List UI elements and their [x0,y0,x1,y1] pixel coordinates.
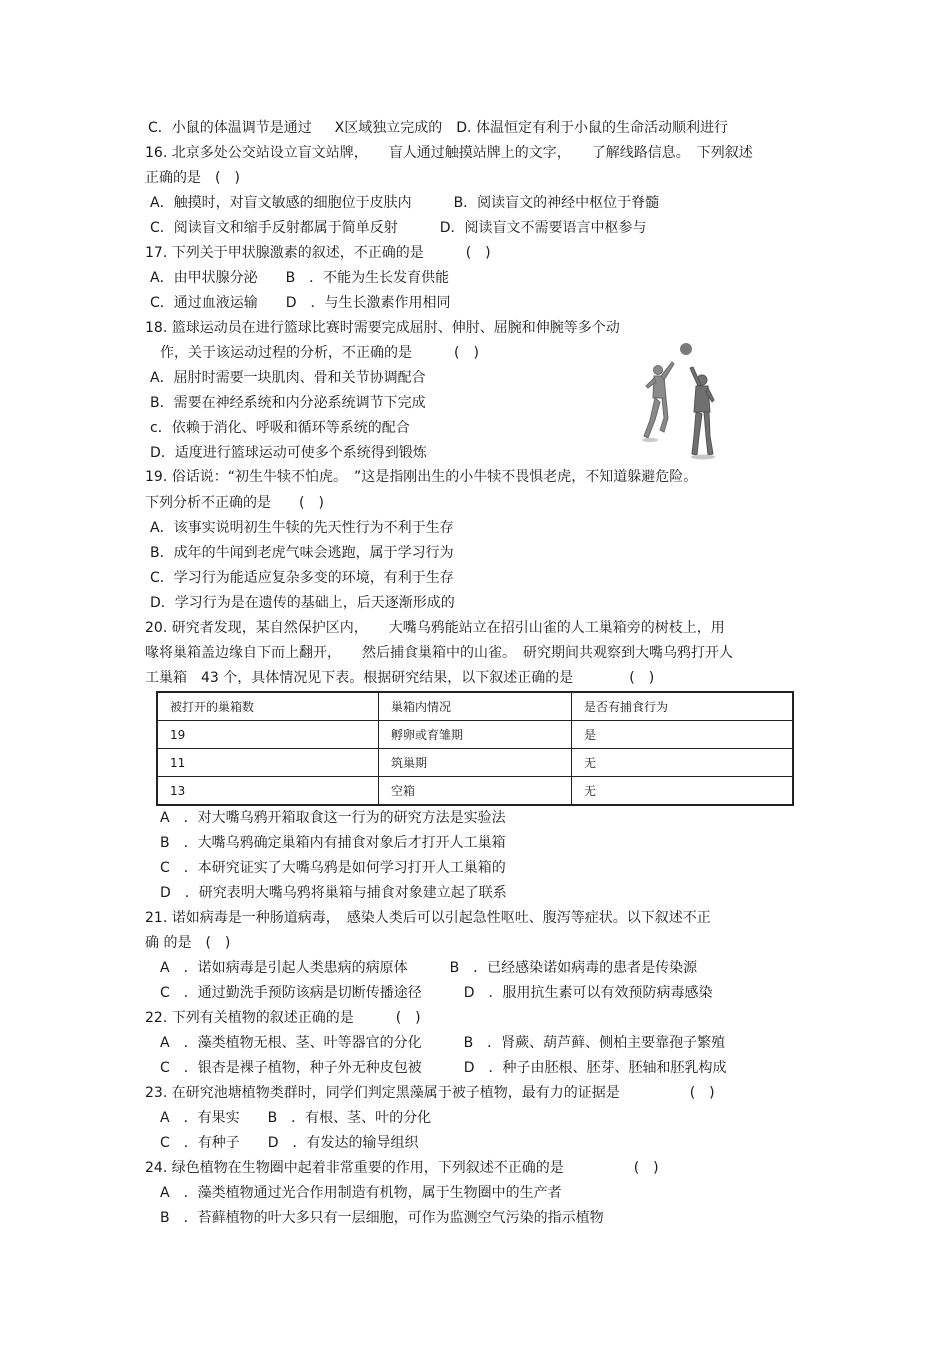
table-header: 被打开的巢箱数 [157,692,378,721]
text-line: 喙将巢箱盖边缘自下而上翻开， 然后捕食巢箱中的山雀。 研究期间共观察到大嘴乌鸦打开人 [145,645,733,661]
table-cell: 筑巢期 [378,749,571,777]
option-line: C．通过血液运输 D ．与生长激素作用相同 [150,295,451,311]
table-cell: 是 [572,721,793,749]
option-line: C ．银杏是裸子植物，种子外无种皮包被 D ．种子由胚根、胚芽、胚轴和胚乳构成 [160,1060,727,1076]
basketball-players-image [628,340,723,462]
question-19: 19. 俗话说：“初生牛犊不怕虎。 ”这是指刚出生的小牛犊不畏惧老虎，不知道躲避危险。 [145,469,698,485]
text-line: 正确的是 ( ) [145,170,240,186]
option-line: A．该事实说明初生牛犊的先天性行为不利于生存 [150,520,454,536]
text-line: 工巢箱 43 个，具体情况见下表。根据研究结果，以下叙述正确的是 ( ) [145,670,655,686]
basketball-icon [680,343,692,355]
option-line: C．阅读盲文和缩手反射都属于简单反射 D．阅读盲文不需要语言中枢参与 [150,220,647,236]
option-line: D ．研究表明大嘴乌鸦将巢箱与捕食对象建立起了联系 [160,885,507,901]
option-line: A．屈肘时需要一块肌肉、骨和关节协调配合 [150,370,426,386]
text-line: 确 的是 ( ) [145,935,231,951]
question-21: 21. 诺如病毒是一种肠道病毒， 感染人类后可以引起急性呕吐、腹泻等症状。以下叙述不正 [145,910,711,926]
table-row [157,749,793,777]
option-line: B ．苔藓植物的叶大多只有一层细胞，可作为监测空气污染的指示植物 [160,1210,604,1226]
option-line: C ．通过勤洗手预防该病是切断传播途径 D ．服用抗生素可以有效预防病毒感染 [160,985,713,1001]
question-18: 18. 篮球运动员在进行篮球比赛时需要完成屈肘、伸肘、屈腕和伸腕等多个动 [145,320,620,336]
option-line: C．学习行为能适应复杂多变的环境，有利于生存 [150,570,454,586]
table-cell: 无 [572,777,793,806]
question-20: 20. 研究者发现，某自然保护区内， 大嘴乌鸦能站立在招引山雀的人工巢箱旁的树枝上，用 [145,620,725,636]
table-row [157,777,793,806]
table-cell: 13 [157,777,378,806]
option-line: D．学习行为是在遗传的基础上，后天逐渐形成的 [150,595,455,611]
table-cell: 孵卵或育雏期 [378,721,571,749]
text-line: 作，关于该运动过程的分析，不正确的是 ( ) [160,345,479,361]
text-line: C．小鼠的体温调节是通过 X区域独立完成的 D. 体温恒定有利于小鼠的生命活动顺利进行 [148,120,728,136]
option-line: A ．有果实 B ．有根、茎、叶的分化 [160,1110,432,1126]
question-24: 24. 绿色植物在生物圈中起着非常重要的作用，下列叙述不正确的是 ( ) [145,1160,659,1176]
option-line: c．依赖于消化、呼吸和循环等系统的配合 [150,420,410,436]
option-line: D．适度进行篮球运动可使多个系统得到锻炼 [150,445,427,461]
option-line: A．由甲状腺分泌 B ．不能为生长发育供能 [150,270,450,286]
table-cell: 11 [157,749,378,777]
question-16: 16. 北京多处公交站设立盲文站牌， 盲人通过触摸站牌上的文字， 了解线路信息。 下列叙述 [145,145,753,161]
option-line: A ．藻类植物无根、茎、叶等器官的分化 B ．肾蕨、葫芦藓、侧柏主要靠孢子繁殖 [160,1035,726,1051]
text-line: 下列分析不正确的是 ( ) [145,495,324,511]
option-line: C ．有种子 D ．有发达的输导组织 [160,1135,419,1151]
option-line: A ．藻类植物通过光合作用制造有机物，属于生物圈中的生产者 [160,1185,562,1201]
table-cell: 空箱 [378,777,571,806]
option-line: A ．诺如病毒是引起人类患病的病原体 B ．已经感染诺如病毒的患者是传染源 [160,960,698,976]
table-header: 是否有捕食行为 [572,692,793,721]
table-header-row [157,692,793,721]
option-line: B．需要在神经系统和内分泌系统调节下完成 [150,395,426,411]
option-line: C ．本研究证实了大嘴乌鸦是如何学习打开人工巢箱的 [160,860,506,876]
table-cell: 19 [157,721,378,749]
results-table [156,691,794,806]
option-line: A．触摸时，对盲文敏感的细胞位于皮肤内 B．阅读盲文的神经中枢位于脊髓 [150,195,660,211]
question-23: 23. 在研究池塘植物类群时，同学们判定黑藻属于被子植物，最有力的证据是 ( ) [145,1085,715,1101]
option-line: A ．对大嘴乌鸦开箱取食这一行为的研究方法是实验法 [160,810,506,826]
table-row [157,721,793,749]
option-line: B ．大嘴乌鸦确定巢箱内有捕食对象后才打开人工巢箱 [160,835,506,851]
option-line: B．成年的牛闻到老虎气味会逃跑，属于学习行为 [150,545,454,561]
question-22: 22. 下列有关植物的叙述正确的是 ( ) [145,1010,421,1026]
table-cell: 无 [572,749,793,777]
question-17: 17. 下列关于甲状腺激素的叙述，不正确的是 ( ) [145,245,491,261]
table-header: 巢箱内情况 [378,692,571,721]
